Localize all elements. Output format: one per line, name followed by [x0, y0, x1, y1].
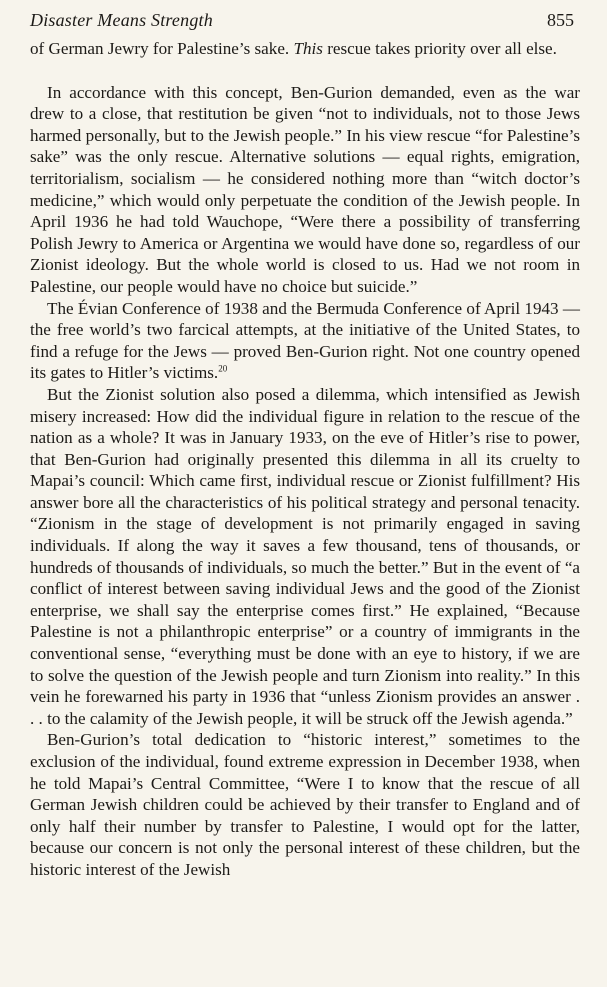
page-number: 855	[547, 10, 574, 30]
running-title: Disaster Means Strength	[30, 10, 213, 30]
emphasis-word: This	[293, 39, 323, 58]
paragraph: Ben-Gurion’s total dedication to “historic interest,” sometimes to the exclusion of the individual, found extreme expression in December 1938, when he told Mapai’s Central Committee, “Were I to know that the rescue of all German Jewish children could be achieved by their transfer to England and of only half their number by transfer to Palestine, I would opt for the latter, because our concern is not only the personal interest of these children, but the historic interest of the Jewish	[30, 730, 580, 879]
paragraph: The Évian Conference of 1938 and the Bermuda Conference of April 1943 — the free world’s two farcical attempts, at the initiative of the United States, to find a refuge for the Jews — proved Ben-Gurion right. Not one country opened its gates to Hitler’s victims.$^{20}$	[30, 298, 580, 383]
paragraph: But the Zionist solution also posed a dilemma, which intensified as Jewish misery increased: How did the individual figure in relation to the rescue of the nation as a whole? It was in January 1933, on the eve of Hitler’s rise to power, that Ben-Gurion had originally presented this dilemma in all its cruelty to Mapai’s council: Which came first, individual rescue or Zionist fulfillment? His answer bore all the characteristics of his political strategy and personal tenacity. “Zionism in the stage of development is not primarily engaged in saving individuals. If along the way it saves a few thousand, tens of thousands, or hundreds of thousands of individuals, so much the better.” But in the event of “a conflict of interest between saving individual Jews and the good of the Zionist enterprise, we shall say the enterprise comes first.” He explained, “Because Palestine is not a philanthropic enterprise” or a country of immigrants in the conventional sense, “everything must be done with an eye to history, if we are to solve the question of the Jewish people and turn Zionism into reality.” In this vein he forewarned his party in 1936 that “unless Zionism provides an answer . . . to the calamity of the Jewish people, it will be struck off the Jewish agenda.”	[30, 384, 580, 728]
body-text	[30, 38, 580, 881]
paragraph-continuation: of German Jewry for Palestine’s sake. This rescue takes priority over all else.	[30, 39, 557, 58]
paragraph: In accordance with this concept, Ben-Gurion demanded, even as the war drew to a close, that restitution be given “not to individuals, not to those Jews harmed personally, but to the Jewish people.” In his view rescue “for Palestine’s sake” was the only rescue. Alternative solutions — equal rights, emigration, territorialism, socialism — he considered nothing more than “witch doctor’s medicine,” which would only perpetuate the condition of the Jewish people. In April 1936 he had told Wauchope, “Were there a possibility of transferring Polish Jewry to America or Argentina we would have done so, regardless of our Zionist ideology. But the whole world is closed to us. Had we not room in Palestine, our people would have no choice but suicide.”	[30, 82, 580, 296]
running-head	[30, 10, 580, 36]
footnote-reference: 20	[218, 363, 228, 374]
